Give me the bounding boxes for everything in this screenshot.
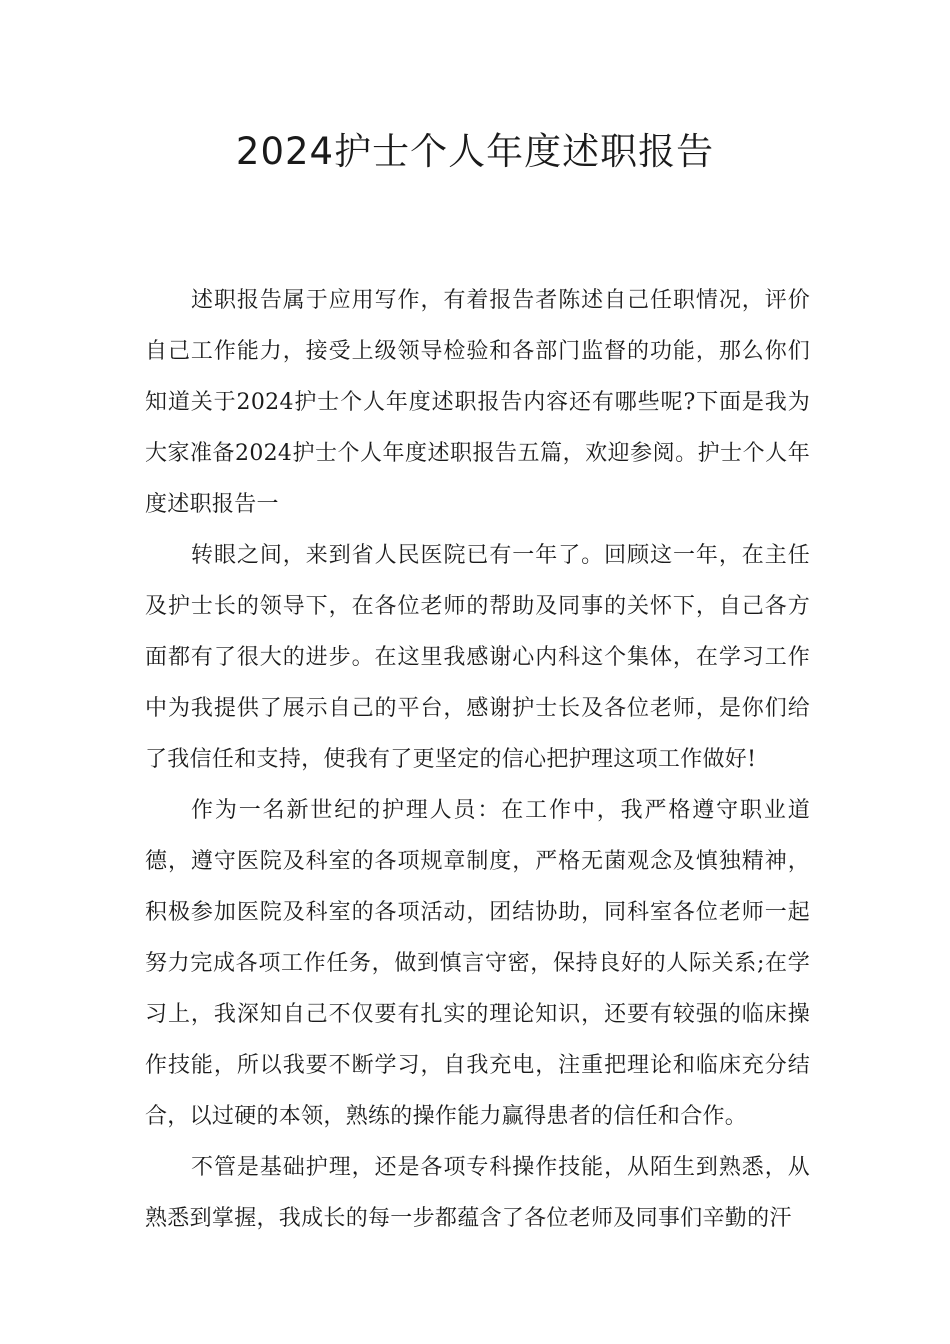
paragraph-intro: 述职报告属于应用写作，有着报告者陈述自己任职情况，评价自己工作能力，接受上级领导检验和各部门监督的功能，那么你们知道关于2024护士个人年度述职报告内容还有哪些呢?下面是我为大家准备2024护士个人年度述职报告五篇，欢迎参阅。护士个人年度述职报告一 [145, 288, 810, 517]
paragraph-skills: 不管是基础护理，还是各项专科操作技能，从陌生到熟悉，从熟悉到掌握，我成长的每一步都蕴含了各位老师及同事们辛勤的汗 [145, 1155, 810, 1231]
document-body [145, 275, 810, 1244]
paragraph-review: 转眼之间，来到省人民医院已有一年了。回顾这一年，在主任及护士长的领导下，在各位老师的帮助及同事的关怀下，自己各方面都有了很大的进步。在这里我感谢心内科这个集体，在学习工作中为我提供了展示自己的平台，感谢护士长及各位老师，是你们给了我信任和支持，使我有了更坚定的信心把护理这项工作做好! [145, 543, 810, 772]
paragraph-work-study: 作为一名新世纪的护理人员：在工作中，我严格遵守职业道德，遵守医院及科室的各项规章制度，严格无菌观念及慎独精神，积极参加医院及科室的各项活动，团结协助，同科室各位老师一起努力完成各项工作任务，做到慎言守密，保持良好的人际关系;在学习上，我深知自己不仅要有扎实的理论知识，还要有较强的临床操作技能，所以我要不断学习，自我充电，注重把理论和临床充分结合，以过硬的本领，熟练的操作能力赢得患者的信任和合作。 [145, 798, 810, 1129]
document-title: 2024护士个人年度述职报告 [235, 130, 715, 173]
